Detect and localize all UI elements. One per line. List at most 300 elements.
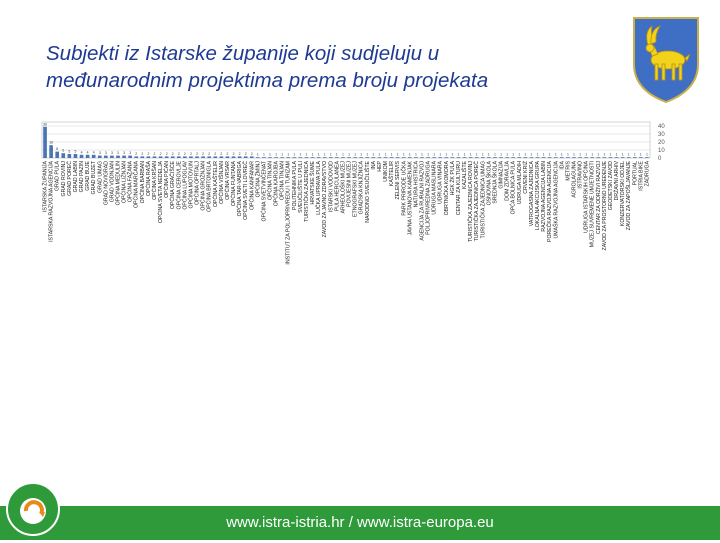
bar	[621, 157, 625, 158]
bar	[226, 156, 230, 158]
slide-title-line2: međunarodnim projektima prema broju projekata	[46, 69, 489, 92]
x-tick-label: OSNOVNA ŠKOLA	[486, 161, 493, 206]
bar-value-label: 1	[603, 152, 606, 157]
bar	[438, 157, 442, 158]
bar-value-label: 2	[147, 151, 150, 156]
bar	[469, 157, 473, 158]
x-tick-label: OPĆINA VRSAR	[224, 161, 231, 200]
bar-value-label: 2	[177, 151, 180, 156]
bar	[420, 157, 424, 158]
x-tick-label: GRAD LABIN	[72, 161, 79, 193]
bar	[408, 157, 412, 158]
x-tick-label: ZELENI SERVIS	[395, 161, 402, 200]
bar-value-label: 1	[560, 152, 563, 157]
x-tick-label: ZAVOD ZA PROSTORNO UREĐENJE	[601, 161, 608, 251]
bar	[329, 157, 333, 158]
x-tick-label: OPĆINA FUNTANA	[231, 161, 238, 207]
x-tick-label: OPĆINA LUPOGLAV	[182, 161, 189, 210]
bar-value-label: 1	[633, 152, 636, 157]
plot-area	[42, 122, 650, 158]
bar	[633, 157, 637, 158]
bar-value-label: 1	[378, 152, 381, 157]
bar-value-label: 1	[414, 152, 417, 157]
bar-value-label: 1	[500, 152, 502, 157]
x-tick-label: ISTRAVINO	[577, 161, 584, 189]
x-tick-label: VATROGASNA ZAJEDNICA	[528, 161, 535, 227]
bar	[444, 157, 448, 158]
bar-value-label: 1	[396, 152, 399, 157]
bar-value-label: 4	[92, 150, 95, 155]
bar	[274, 157, 278, 158]
bar	[244, 156, 248, 158]
x-tick-label: GRAD PULA	[54, 161, 61, 191]
bar	[280, 157, 284, 158]
x-tick-label: TURISTIČKA ZAJEDNICA	[303, 161, 310, 222]
bar-value-label: 1	[494, 152, 496, 157]
bar-value-label: 1	[554, 152, 557, 157]
x-tick-label: KONZERVATORSKI ODJEL	[620, 161, 627, 227]
bar	[74, 154, 78, 158]
bar	[232, 156, 236, 158]
x-tick-label: OPĆINA SVETVINČENAT	[261, 161, 268, 222]
x-tick-label: TURISTIČKA ZAJEDNICA ROVINJ	[468, 161, 475, 242]
bar-value-label: 1	[348, 152, 350, 157]
y-tick-label: 20	[658, 140, 665, 146]
x-tick-label: OPĆINA RAŠA	[145, 161, 152, 197]
x-tick-label: UNIKOM	[383, 161, 390, 182]
bar	[493, 157, 497, 158]
bar	[55, 152, 59, 158]
x-tick-label: HRVATSKE ŠUME	[310, 161, 317, 205]
bar-value-label: 1	[536, 152, 539, 157]
bar	[86, 155, 90, 158]
x-tick-label: PORTUAL	[632, 161, 639, 186]
bar-value-label: 3	[98, 151, 101, 156]
x-tick-label: LUČKA UPRAVA PULA	[316, 161, 323, 215]
bar	[104, 156, 108, 158]
x-tick-label: GRADSKA KNJIŽNICA	[358, 161, 365, 215]
bar	[451, 157, 455, 158]
bar-value-label: 1	[256, 152, 259, 157]
bar	[475, 157, 479, 158]
bar	[457, 157, 461, 158]
bar-value-label: 4	[86, 150, 89, 155]
bar-value-label: 1	[542, 152, 545, 157]
bar	[566, 157, 570, 158]
bar	[505, 157, 509, 158]
bar	[353, 157, 357, 158]
bar	[268, 157, 272, 158]
x-tick-label: PULA HERCULANEA	[334, 161, 341, 212]
bar-value-label: 1	[445, 152, 448, 157]
bar-value-label: 39	[43, 122, 47, 127]
bar-value-label: 2	[232, 151, 235, 156]
bar-value-label: 2	[141, 151, 144, 156]
bar-value-label: 1	[329, 152, 332, 157]
bar-value-label: 1	[615, 152, 618, 157]
y-tick-label: 40	[658, 124, 665, 130]
x-tick-label: OPĆINA FAŽANA	[127, 161, 134, 203]
bar	[341, 157, 345, 158]
bar-value-label: 1	[469, 152, 472, 157]
bar	[207, 156, 211, 158]
bar	[68, 154, 72, 158]
bar	[110, 156, 114, 158]
bar-value-label: 2	[153, 151, 156, 156]
bar	[542, 157, 546, 158]
bar	[116, 156, 120, 158]
x-tick-label: GRAD BUZET	[91, 161, 98, 195]
bar-value-label: 2	[183, 151, 186, 156]
x-tick-label: OPĆINA TINJAN	[267, 161, 274, 201]
x-tick-label: OPĆINA KAROJBA	[273, 161, 280, 207]
bar-value-label: 1	[427, 152, 430, 157]
bar-value-label: 1	[335, 152, 338, 157]
bar-value-label: 3	[117, 151, 119, 156]
bar	[487, 157, 491, 158]
bar	[499, 157, 503, 158]
bar	[402, 157, 406, 158]
bar-value-label: 1	[463, 152, 466, 157]
x-tick-label: OPĆINA LIŽNJAN	[121, 161, 128, 204]
x-tick-label: OPĆINA VIŠNJAN	[218, 161, 225, 204]
x-tick-label: PARK PRIRODE UČKA	[401, 161, 408, 216]
x-tick-label: ZAVOD ZA JAVNO ZDRAVSTVO	[322, 161, 329, 238]
bar-value-label: 3	[104, 151, 107, 156]
bar-value-label: 1	[591, 152, 594, 157]
bar-value-label: 1	[506, 152, 509, 157]
x-tick-label: UDRUGA ISTARSKIH OPĆINA	[583, 161, 590, 233]
bar-value-label: 2	[226, 151, 229, 156]
x-tick-label: GRAD NOVIGRAD	[103, 161, 110, 206]
bar-value-label: 1	[299, 152, 302, 157]
x-tick-label: GRAD UMAG	[97, 161, 104, 193]
footer-spacer	[0, 478, 720, 506]
bar	[220, 156, 224, 158]
x-tick-label: AGENCIJA ZA RURALNI RAZVOJ	[419, 161, 426, 241]
bar	[286, 157, 290, 158]
x-tick-label: MUZEJ SUVREMENE UMJETNOSTI	[589, 161, 596, 248]
bar	[43, 127, 47, 158]
bar	[372, 157, 376, 158]
bar	[627, 157, 631, 158]
bar	[524, 157, 528, 158]
footer-url[interactable]: www.istra-istria.hr / www.istra-europa.eu	[226, 514, 494, 531]
bar	[548, 157, 552, 158]
bar-value-label: 2	[244, 151, 247, 156]
bar-value-label: 1	[366, 152, 369, 157]
bar	[238, 156, 242, 158]
x-tick-label: ISTARSKI VODOVOD	[328, 161, 335, 213]
bar-value-label: 1	[530, 152, 533, 157]
x-tick-label: ISTRIA BIKE	[638, 161, 645, 191]
x-tick-label: OPĆINA ŽMINJ	[255, 161, 262, 198]
bar-value-label: 2	[220, 151, 223, 156]
x-tick-label: POLITEHNIKA PULA	[291, 161, 298, 211]
bar-value-label: 5	[74, 149, 77, 154]
x-tick-label: OPĆINA SVETA NEDELJA	[158, 161, 165, 224]
bar	[311, 157, 315, 158]
bar	[396, 157, 400, 158]
bar-value-label: 16	[49, 140, 54, 145]
bar-value-label: 1	[323, 152, 326, 157]
x-tick-label: UMAŠKA RAZVOJNA AGENCIJA	[553, 161, 560, 239]
bar	[603, 157, 607, 158]
bar-value-label: 3	[123, 151, 126, 156]
bar	[165, 156, 169, 158]
bar	[61, 153, 65, 158]
x-tick-label: CENTAR ZA ODRŽIVI RAZVOJ	[595, 161, 602, 235]
x-tick-label: SVEUČILIŠTE U PULI	[297, 161, 304, 213]
bar	[517, 157, 521, 158]
bar-value-label: 1	[573, 152, 575, 157]
x-tick-label: OPĆINA PIĆAN	[164, 161, 171, 198]
bar	[262, 157, 266, 158]
x-tick-label: OPĆINA KRŠAN	[151, 161, 158, 200]
bar-value-label: 1	[317, 152, 320, 157]
bar-value-label: 1	[512, 152, 515, 157]
bar-value-label: 1	[281, 152, 284, 157]
x-tick-label: NARODNO SVEUČILIŠTE	[364, 161, 371, 223]
bar-value-label: 2	[165, 151, 168, 156]
bar	[596, 157, 600, 158]
bar	[584, 157, 588, 158]
x-tick-label: HEP	[376, 161, 383, 172]
x-tick-label: ZADRUGA	[644, 161, 651, 187]
x-tick-label: SREDNJA ŠKOLA	[492, 161, 499, 204]
bar	[159, 156, 163, 158]
y-tick-label: 10	[658, 148, 665, 154]
bar	[189, 156, 193, 158]
bar	[426, 157, 430, 158]
bar-value-label: 2	[238, 151, 241, 156]
x-tick-label: OPĆINA MARČANA	[133, 161, 140, 208]
x-tick-label: GRAD VODNJAN	[109, 161, 116, 203]
bar-value-label: 1	[639, 152, 642, 157]
x-tick-label: OPĆINA KANFANAR	[249, 161, 256, 211]
x-tick-label: ETNOGRAFSKI MUZEJ	[352, 161, 359, 217]
x-tick-label: NATURA HISTRICA	[413, 161, 420, 208]
bar-value-label: 1	[621, 152, 624, 157]
istria-coat-of-arms	[630, 14, 702, 104]
bar	[378, 157, 382, 158]
bar-value-label: 5	[68, 149, 71, 154]
slide-title	[46, 40, 626, 94]
x-tick-label: INSTITUT ZA POLJOPRIVREDU I TURIZAM	[285, 161, 292, 265]
x-tick-label: OPĆINA OPRTALJ	[194, 161, 201, 205]
bar-value-label: 1	[390, 152, 393, 157]
bar-value-label: 2	[208, 151, 211, 156]
x-tick-label: OPĆINA MEDULIN	[115, 161, 122, 206]
x-tick-label: POREČKA RAZVOJNA AGENCIJA	[547, 161, 554, 243]
x-tick-label: UDRUGA MASLINARA	[431, 161, 438, 215]
bar-value-label: 2	[214, 151, 217, 156]
bar	[609, 157, 613, 158]
bar	[390, 157, 394, 158]
x-tick-label: ISTARSKA RAZVOJNA AGENCIJA	[48, 161, 55, 242]
bar-value-label: 3	[129, 151, 132, 156]
x-tick-label: DRŽAVNI ARHIV	[614, 161, 621, 201]
x-tick-label: OPĆINA SVETI LOVREČ	[243, 161, 250, 220]
x-tick-label: OPĆINA GROŽNJAN	[200, 161, 207, 211]
x-tick-label: GRAD ROVINJ	[60, 161, 67, 197]
bar	[201, 156, 205, 158]
bar	[98, 156, 102, 158]
bar	[250, 156, 254, 158]
footer-bar	[0, 506, 720, 540]
bar	[414, 157, 418, 158]
x-tick-label: POVIJESNI MUZEJ	[346, 161, 353, 207]
bar-value-label: 1	[597, 152, 600, 157]
bar-value-label: 6	[62, 148, 65, 153]
bar	[177, 156, 181, 158]
slide-title-line1: Subjekti iz Istarske županije koji sudjeluju u	[46, 42, 440, 65]
bar	[530, 157, 534, 158]
bar-value-label: 1	[293, 152, 296, 157]
bar-value-label: 2	[196, 151, 198, 156]
bar-value-label: 1	[475, 152, 478, 157]
bar-chart	[0, 118, 720, 478]
bar	[299, 157, 303, 158]
bar-value-label: 1	[360, 152, 363, 157]
bar	[536, 157, 540, 158]
bar	[615, 157, 619, 158]
bar-value-label: 1	[457, 152, 460, 157]
bar	[347, 157, 351, 158]
bar	[335, 157, 339, 158]
x-tick-label: GRAD POREČ	[66, 161, 73, 196]
bar	[195, 156, 199, 158]
chart-canvas	[0, 118, 720, 478]
x-tick-label: OBRTNIČKA KOMORA	[443, 161, 450, 216]
bar	[432, 157, 436, 158]
bar-value-label: 2	[250, 151, 253, 156]
bar	[384, 157, 388, 158]
y-tick-label: 30	[658, 132, 665, 138]
bar-value-label: 1	[518, 152, 521, 157]
bar-value-label: 1	[487, 152, 490, 157]
bar	[171, 156, 175, 158]
x-tick-label: OPĆINA MOTOVUN	[188, 161, 195, 209]
bar-value-label: 1	[269, 152, 271, 157]
bar-value-label: 1	[408, 152, 411, 157]
bar-value-label: 1	[579, 152, 582, 157]
bar	[554, 157, 558, 158]
bar-value-label: 1	[609, 152, 612, 157]
x-tick-label: OPĆINA KAŠTELIR	[212, 161, 219, 208]
bar	[645, 157, 649, 158]
bar	[140, 156, 144, 158]
bar	[292, 157, 296, 158]
bar-value-label: 1	[421, 152, 423, 157]
bar	[128, 156, 132, 158]
bar	[463, 157, 467, 158]
x-tick-label: GEODETSKI ZAVOD	[607, 161, 614, 211]
x-tick-label: CENTAR ZA KULTURU	[455, 161, 462, 216]
bar-value-label: 1	[451, 152, 454, 157]
bar-value-label: 1	[342, 152, 344, 157]
x-tick-label: LOKALNA AKCIJSKA GRUPA	[535, 161, 542, 231]
bar-value-label: 2	[202, 151, 205, 156]
bar	[213, 156, 217, 158]
x-tick-label: AGROLAGUNA	[571, 161, 578, 198]
bar	[511, 157, 515, 158]
bar-value-label: 8	[56, 147, 59, 152]
bar	[256, 157, 260, 158]
y-tick-label: 0	[658, 156, 662, 162]
x-tick-label: HGK ŽK PULA	[449, 161, 456, 196]
bar	[323, 157, 327, 158]
x-tick-label: UDRUGA MLADIH	[516, 161, 523, 205]
bar-value-label: 1	[585, 152, 588, 157]
certification-badge	[4, 480, 62, 538]
bar-value-label: 1	[287, 152, 290, 157]
x-tick-label: INA	[370, 161, 377, 170]
bar-value-label: 1	[548, 152, 551, 157]
bar-value-label: 1	[566, 152, 569, 157]
bar-value-label: 1	[354, 152, 357, 157]
bar-value-label: 2	[171, 151, 174, 156]
x-tick-label: OPĆINA TAR-VABRIGA	[237, 161, 244, 217]
bar-value-label: 3	[110, 151, 113, 156]
bar	[639, 157, 643, 158]
x-tick-label: TURISTIČKA ZAJEDNICA UMAG	[480, 161, 487, 239]
x-tick-label: KAŠTELIR	[389, 161, 396, 187]
bar	[365, 157, 369, 158]
bar-value-label: 1	[262, 152, 265, 157]
bar	[147, 156, 151, 158]
bar-value-label: 1	[305, 152, 308, 157]
bar	[560, 157, 564, 158]
x-tick-label: JAVNA USTANOVA KAMENJAK	[407, 161, 414, 236]
bar-value-label: 2	[159, 151, 162, 156]
x-tick-label: UDRUGA VINARA	[437, 161, 444, 204]
bar-value-label: 1	[646, 152, 648, 157]
x-tick-label: OPĆINA GRAČIŠĆE	[170, 161, 177, 210]
bar-value-label: 2	[190, 151, 192, 156]
x-tick-label: TURISTIČKA ZAJEDNICA POREČ	[474, 161, 481, 242]
x-tick-label: ISTARSKA ŽUPANIJA	[42, 161, 49, 213]
bar	[92, 155, 96, 158]
x-tick-label: ZAVOD ZA ZAPOŠLJAVANJE	[626, 161, 633, 231]
x-tick-label: IDA	[559, 161, 566, 170]
bar	[572, 157, 576, 158]
x-tick-label: GIMNAZIJA	[498, 161, 505, 189]
bar-value-label: 1	[524, 152, 527, 157]
x-tick-label: OPĆINA BRTONIGLA	[206, 161, 213, 212]
x-tick-label: RAZVOJNA AGENCIJA LABIN	[541, 161, 548, 232]
bar-value-label: 4	[80, 150, 83, 155]
bar-value-label: 1	[481, 152, 484, 157]
x-tick-label: GRAD BUJE	[85, 161, 92, 191]
bar-value-label: 1	[439, 152, 442, 157]
x-tick-label: METRIS	[565, 161, 572, 181]
bar	[80, 155, 84, 158]
x-tick-label: ARHEOLOŠKI MUZEJ	[340, 161, 347, 214]
x-tick-label: OPĆINA BARBAN	[139, 161, 146, 204]
bar	[305, 157, 309, 158]
bar-value-label: 1	[311, 152, 314, 157]
bar-value-label: 1	[384, 152, 387, 157]
x-tick-label: POLJOPRIVREDNA ZADRUGA	[425, 161, 432, 235]
bar	[578, 157, 582, 158]
x-tick-label: CRVENI KRIŽ	[522, 161, 529, 194]
x-tick-label: OPĆINA CEROVLJE	[176, 161, 183, 210]
bar	[134, 156, 138, 158]
bar	[590, 157, 594, 158]
bar	[153, 156, 157, 158]
bar-value-label: 1	[372, 152, 375, 157]
